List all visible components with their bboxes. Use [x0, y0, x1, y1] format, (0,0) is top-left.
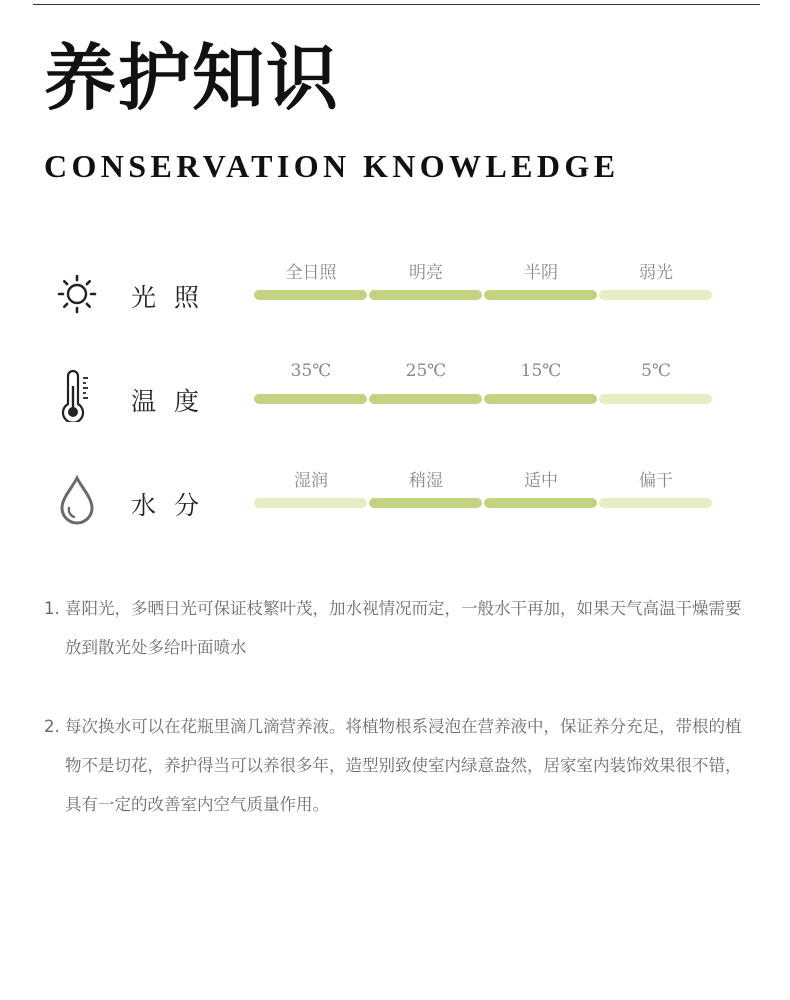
page-subtitle: CONSERVATION KNOWLEDGE — [44, 148, 620, 184]
level-label: 25℃ — [405, 361, 447, 381]
level-label: 15℃ — [520, 361, 562, 381]
care-row-temperature — [0, 358, 790, 438]
level-label: 5℃ — [641, 361, 671, 381]
level-segment — [254, 394, 367, 404]
level-label: 弱光 — [639, 263, 673, 283]
level-segment — [599, 394, 712, 404]
level-label: 湿润 — [294, 471, 328, 491]
level-segment — [599, 498, 712, 508]
level-segment — [254, 290, 367, 300]
note-text: 每次换水可以在花瓶里滴几滴营养液。将植物根系浸泡在营养液中，保证养分充足，带根的植物不是切花，养护得当可以养很多年，造型别致使室内绿意盎然，居家室内装饰效果很不错，具有一定的改善室内空气质量作用。 — [65, 717, 742, 814]
level-label: 偏干 — [639, 471, 673, 491]
level-label: 全日照 — [285, 263, 337, 283]
level-label: 稍湿 — [409, 471, 443, 491]
level-label: 35℃ — [290, 361, 332, 381]
level-segment — [369, 498, 482, 508]
note-text: 喜阳光，多晒日光可保证枝繁叶茂，加水视情况而定，一般水干再加，如果天气高温干燥需要放到散光处多给叶面喷水 — [65, 599, 742, 657]
level-segment — [369, 394, 482, 404]
water-drop-icon — [52, 472, 102, 528]
level-segment — [484, 290, 597, 300]
note-number: 2. — [44, 717, 60, 736]
sun-icon — [52, 264, 102, 320]
level-segment — [484, 498, 597, 508]
top-divider — [33, 4, 760, 5]
level-segment — [369, 290, 482, 300]
note-number: 1. — [44, 599, 60, 618]
care-notes — [44, 589, 744, 667]
thermometer-icon — [52, 366, 102, 422]
care-label-water: 水分 — [131, 491, 218, 520]
level-label: 半阴 — [524, 263, 558, 283]
care-label-light: 光照 — [131, 283, 218, 312]
note-item — [44, 589, 744, 667]
care-row-water — [0, 462, 790, 542]
care-label-temperature: 温度 — [131, 387, 218, 416]
level-segment — [599, 290, 712, 300]
level-label: 明亮 — [409, 263, 443, 283]
level-segment — [484, 394, 597, 404]
page-title: 养护知识 — [44, 35, 341, 120]
level-segment — [254, 498, 367, 508]
care-notes — [44, 707, 744, 824]
note-item — [44, 707, 744, 824]
care-row-light — [0, 254, 790, 334]
level-label: 适中 — [524, 471, 558, 491]
